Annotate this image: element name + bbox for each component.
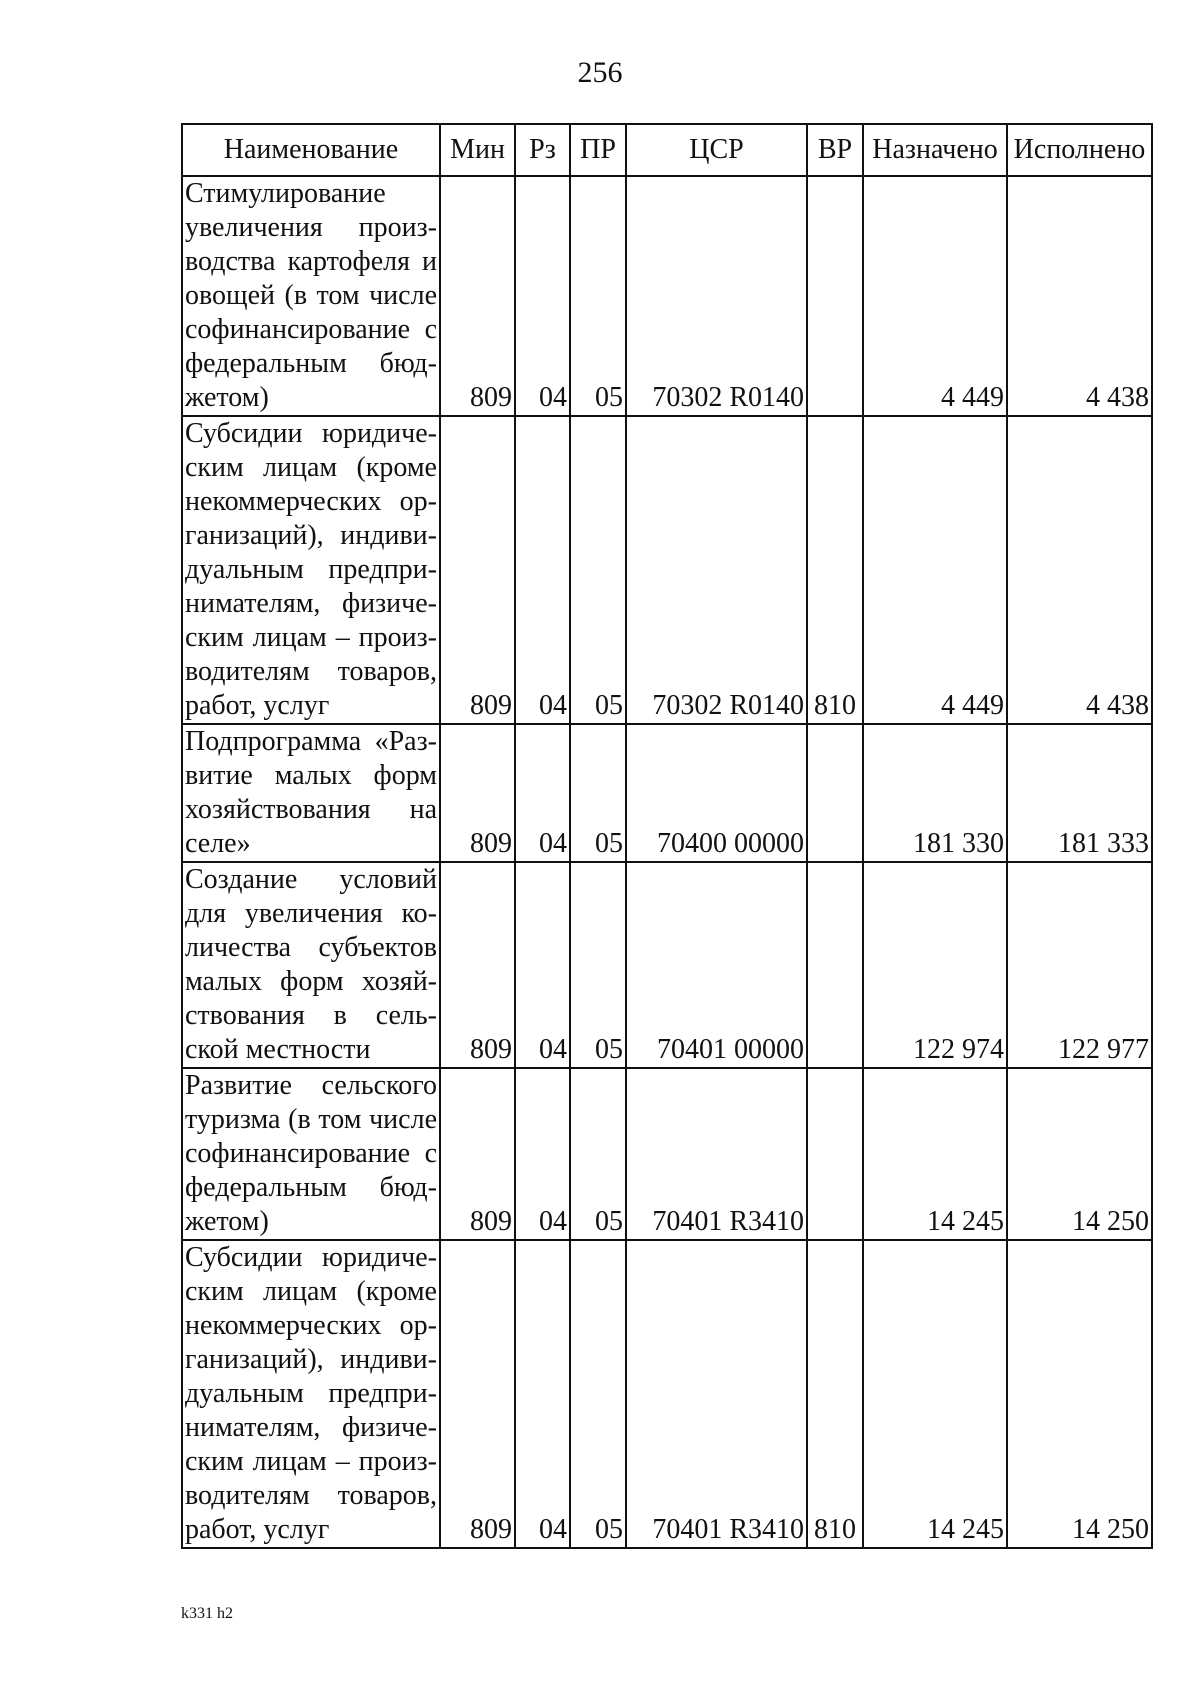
table-row [182,416,1152,724]
row-min: 809 [440,724,515,862]
table-row [182,1240,1152,1548]
row-name: Создание условий для увеличения количества субъектов малых форм хозяйствования в сельской местности [182,862,440,1068]
header-pr: ПР [570,124,626,176]
row-planned: 14 245 [863,1068,1007,1240]
row-rz: 04 [515,176,570,416]
row-min: 809 [440,176,515,416]
row-name: Развитие сельского туризма (в том числе софинансирование с федеральным бюджетом) [182,1068,440,1240]
row-planned: 181 330 [863,724,1007,862]
row-name: Субсидии юридическим лицам (кроме некоммерческих организаций), индивидуальным предпринимателям, физическим лицам – производителям товаров, работ, услуг [182,1240,440,1548]
header-min: Мин [440,124,515,176]
header-executed: Исполнено [1007,124,1152,176]
row-rz: 04 [515,1068,570,1240]
row-csr: 70401 R3410 [626,1240,807,1548]
row-min: 809 [440,1240,515,1548]
row-name: Подпрограмма «Развитие малых форм хозяйствования на селе» [182,724,440,862]
row-rz: 04 [515,416,570,724]
header-csr: ЦСР [626,124,807,176]
row-vr [807,176,863,416]
row-rz: 04 [515,1240,570,1548]
row-planned: 122 974 [863,862,1007,1068]
row-vr [807,724,863,862]
header-rz: Рз [515,124,570,176]
table-row [182,176,1152,416]
row-planned: 4 449 [863,416,1007,724]
row-planned: 4 449 [863,176,1007,416]
header-vr: ВР [807,124,863,176]
table-row [182,1068,1152,1240]
row-pr: 05 [570,1240,626,1548]
row-vr [807,862,863,1068]
row-executed: 4 438 [1007,416,1152,724]
row-pr: 05 [570,724,626,862]
row-rz: 04 [515,862,570,1068]
footer-code: k331 h2 [181,1605,233,1622]
row-executed: 4 438 [1007,176,1152,416]
row-csr: 70401 R3410 [626,1068,807,1240]
row-executed: 181 333 [1007,724,1152,862]
table-header-row [182,124,1152,176]
budget-table [181,123,1153,1549]
row-csr: 70401 00000 [626,862,807,1068]
row-csr: 70302 R0140 [626,176,807,416]
row-pr: 05 [570,416,626,724]
page-number: 256 [577,56,623,89]
header-planned: Назначено [863,124,1007,176]
row-pr: 05 [570,862,626,1068]
row-vr: 810 [807,416,863,724]
row-name: Субсидии юридическим лицам (кроме некоммерческих организаций), индивидуальным предпринимателям, физическим лицам – производителям товаров, работ, услуг [182,416,440,724]
row-min: 809 [440,1068,515,1240]
row-executed: 122 977 [1007,862,1152,1068]
row-pr: 05 [570,176,626,416]
row-min: 809 [440,862,515,1068]
row-csr: 70400 00000 [626,724,807,862]
header-name: Наименование [182,124,440,176]
table-row [182,862,1152,1068]
row-vr [807,1068,863,1240]
row-vr: 810 [807,1240,863,1548]
table-row [182,724,1152,862]
row-executed: 14 250 [1007,1068,1152,1240]
row-planned: 14 245 [863,1240,1007,1548]
row-min: 809 [440,416,515,724]
row-pr: 05 [570,1068,626,1240]
row-rz: 04 [515,724,570,862]
row-name: Стимулирование увеличения производства картофеля и овощей (в том числе софинансирование с федеральным бюджетом) [182,176,440,416]
row-executed: 14 250 [1007,1240,1152,1548]
row-csr: 70302 R0140 [626,416,807,724]
